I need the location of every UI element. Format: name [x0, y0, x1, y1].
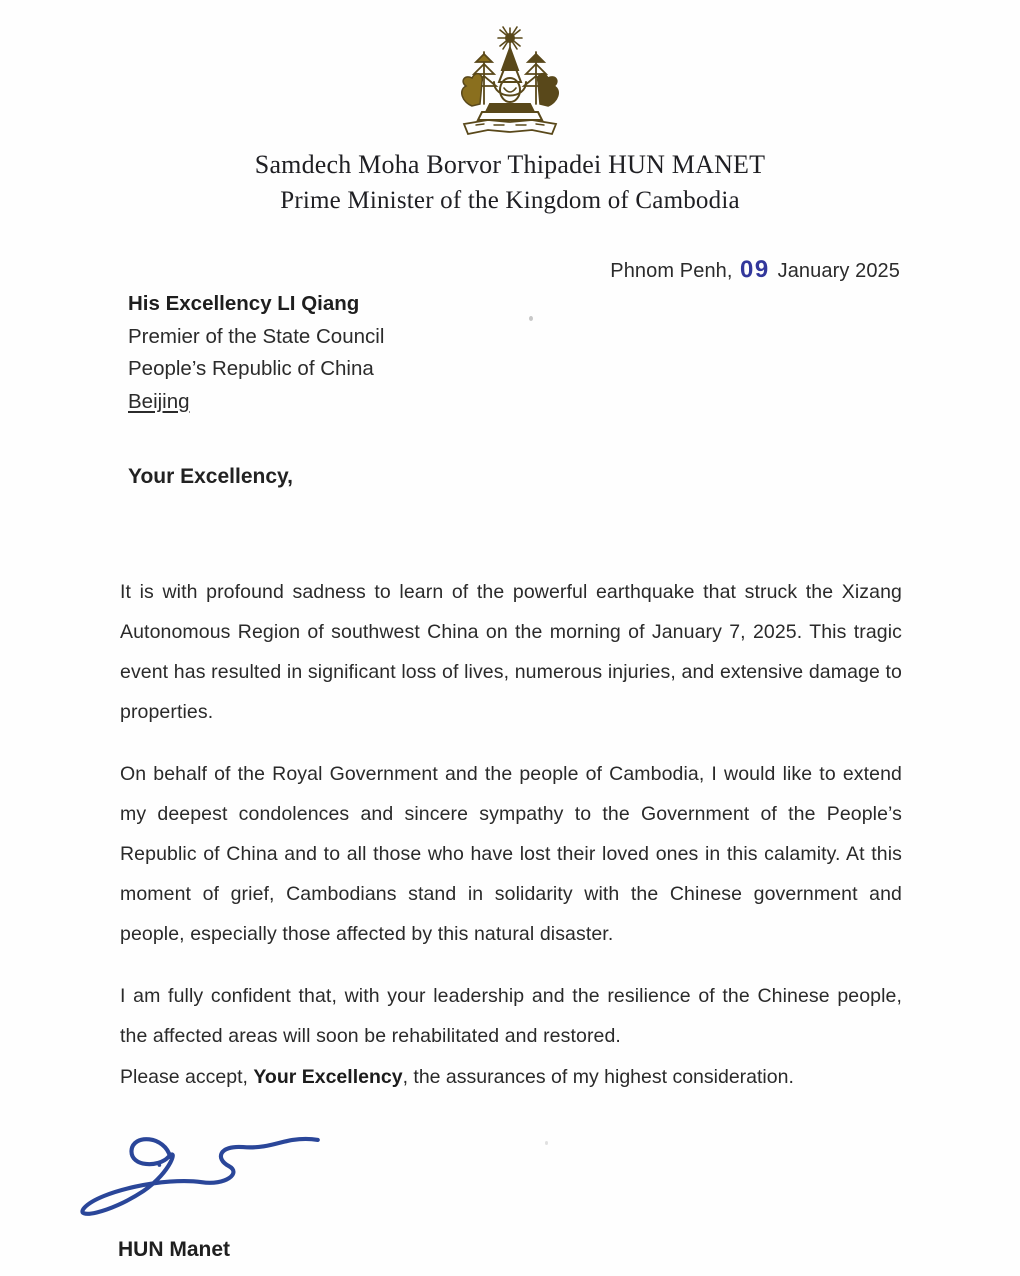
paragraph-1: It is with profound sadness to learn of the powerful earthquake that struck the Xizang Autonomous Region of southwest China on the morning of January 7, 2025. This tragic event has resulted in significant loss of lives, numerous injuries, and extensive damage to properties.: [120, 581, 902, 723]
royal-arms-emblem: [0, 26, 1020, 147]
recipient-country: People’s Republic of China: [128, 357, 374, 380]
paragraph-3: I am fully confident that, with your leadership and the resilience of the Chinese people, the affected areas will soon be rehabilitated and restored.: [120, 985, 902, 1047]
closing-emphasis: Your Excellency: [253, 1066, 403, 1088]
dateline-place: Phnom Penh,: [610, 260, 733, 282]
recipient-name: His Excellency LI Qiang: [128, 292, 360, 315]
scan-speck: [529, 316, 533, 321]
closing-before: Please accept,: [120, 1066, 254, 1088]
salutation: Your Excellency,: [128, 465, 293, 488]
letterhead-name: Samdech Moha Borvor Thipadei HUN MANET: [254, 150, 766, 179]
recipient-title: Premier of the State Council: [128, 324, 385, 348]
letterhead: [0, 150, 1020, 215]
recipient-city: Beijing: [128, 389, 190, 413]
letterhead-title: Prime Minister of the Kingdom of Cambodia: [280, 187, 740, 214]
royal-arms-of-cambodia-icon: [450, 26, 570, 142]
dateline-day-handwritten: 09: [739, 255, 771, 284]
paragraph-2: On behalf of the Royal Government and the people of Cambodia, I would like to extend my deepest condolences and sincere sympathy to the Government of the People’s Republic of China and to all those who have lost their loved ones in this calamity. At this moment of grief, Cambodians stand in solidarity with the Chinese government and people, especially those affected by this natural disaster.: [120, 763, 902, 945]
scan-speck: [545, 1141, 548, 1145]
closing-after: , the assurances of my highest consideration.: [402, 1066, 794, 1088]
signature-ink-icon: [64, 1120, 334, 1230]
signature: [64, 1120, 334, 1230]
closing-line: [120, 1066, 920, 1089]
signer-name: HUN Manet: [118, 1238, 231, 1261]
recipient-block: [128, 288, 384, 418]
letter-body: [120, 572, 902, 1078]
dateline-rest: January 2025: [777, 260, 900, 282]
dateline: [610, 256, 900, 284]
